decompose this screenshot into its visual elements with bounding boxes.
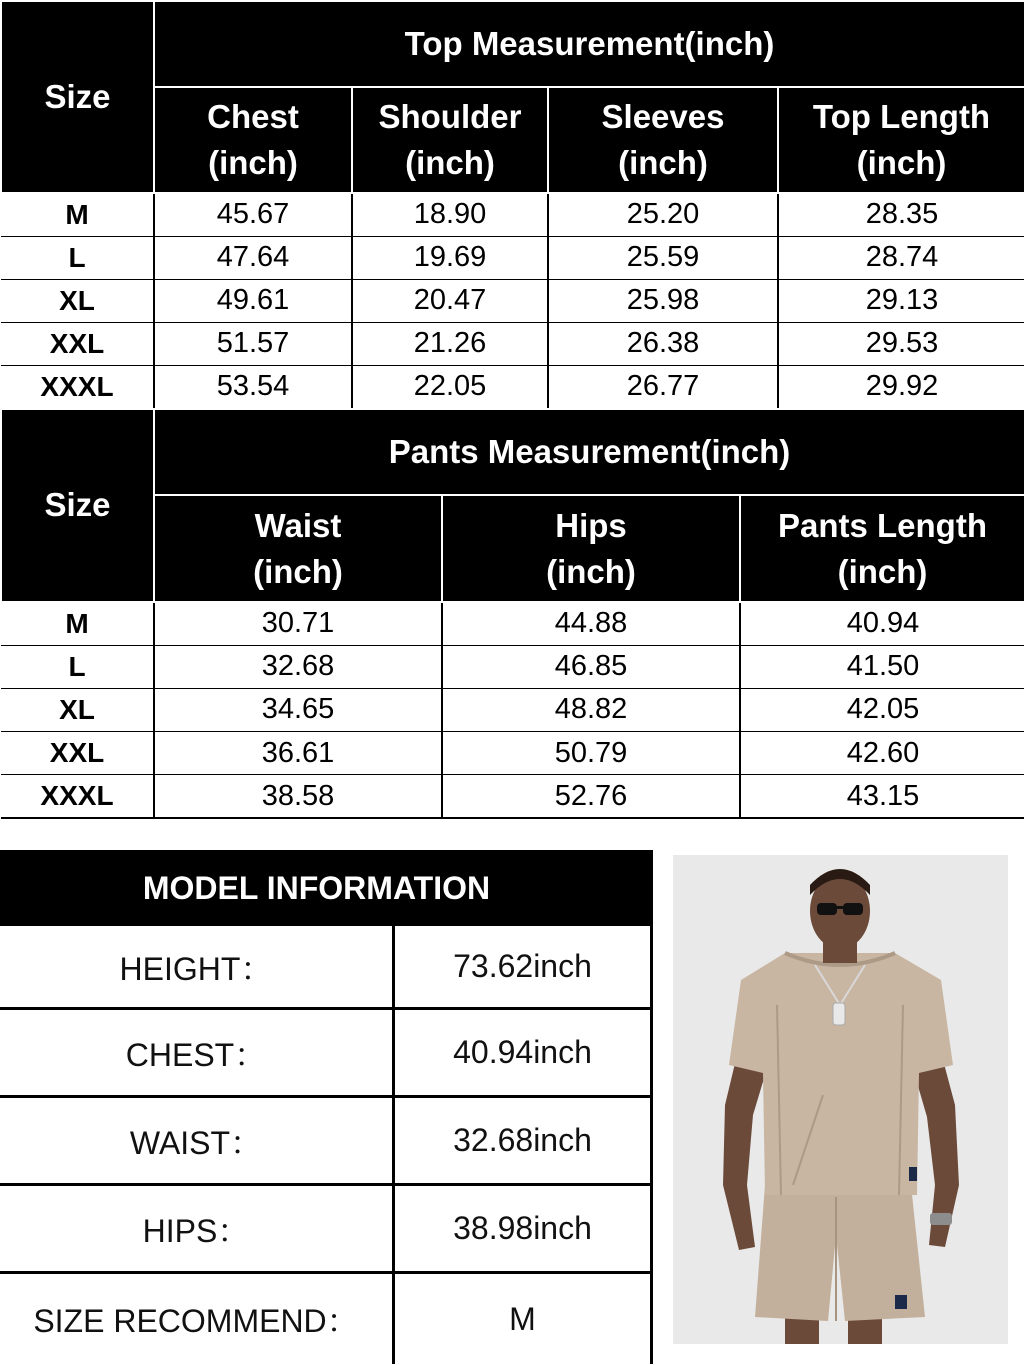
table-cell: 21.26 [352,322,548,365]
column-header-line2: (inch) [837,552,928,590]
column-header-line2: (inch) [546,552,636,590]
size-cell: L [1,236,154,279]
table-cell: 19.69 [352,236,548,279]
model-info-value: M [395,1274,653,1364]
model-info-row [0,926,653,1010]
model-info-row [0,1098,653,1186]
table-cell: 26.77 [548,365,778,408]
table-cell: 25.59 [548,236,778,279]
table-cell: 42.05 [740,688,1024,731]
size-cell: XL [1,688,154,731]
model-info-label: CHEST： [0,1010,395,1095]
top-measurement-table [0,0,1024,409]
column-header-line1: Chest [207,98,299,135]
model-illustration [673,855,1008,1344]
size-cell: XXXL [1,775,154,818]
table-row [1,688,1024,731]
model-info-value: 32.68inch [395,1098,653,1183]
size-header: Size [1,1,154,193]
model-info-value: 40.94inch [395,1010,653,1095]
table-cell: 42.60 [740,732,1024,775]
table-cell: 53.54 [154,365,352,408]
column-header-line2: (inch) [405,144,495,181]
table-cell: 52.76 [442,775,740,818]
table-cell: 30.71 [154,602,442,645]
table-cell: 45.67 [154,193,352,236]
top-measurement-title: Top Measurement(inch) [154,1,1024,87]
table-cell: 38.58 [154,775,442,818]
column-header-line2: (inch) [618,144,708,181]
table-row [1,279,1024,322]
column-header-waist [154,495,442,602]
column-header-line2: (inch) [856,144,947,181]
model-info-label: SIZE RECOMMEND： [0,1274,395,1364]
column-header-line1: Top Length [812,98,991,135]
column-header-line1: Shoulder [378,98,522,135]
table-cell: 40.94 [740,602,1024,645]
model-information-title: MODEL INFORMATION [0,850,653,926]
model-info-label: HIPS： [0,1186,395,1271]
table-cell: 32.68 [154,645,442,688]
model-photo [673,855,1008,1344]
table-cell: 29.53 [778,322,1024,365]
table-cell: 49.61 [154,279,352,322]
model-info-label: HEIGHT： [0,926,395,1007]
size-cell: XXL [1,732,154,775]
size-header: Size [1,409,154,602]
model-info-row [0,1010,653,1098]
model-info-value: 38.98inch [395,1186,653,1271]
model-info-value: 73.62inch [395,926,653,1007]
model-info-row [0,1186,653,1274]
pants-measurement-table [0,408,1024,819]
table-cell: 22.05 [352,365,548,408]
size-cell: XXL [1,322,154,365]
column-header-top-length [778,87,1024,193]
table-cell: 47.64 [154,236,352,279]
table-cell: 44.88 [442,602,740,645]
table-cell: 26.38 [548,322,778,365]
table-cell: 43.15 [740,775,1024,818]
table-cell: 25.20 [548,193,778,236]
table-cell: 51.57 [154,322,352,365]
table-row [1,365,1024,408]
table-cell: 28.74 [778,236,1024,279]
table-cell: 20.47 [352,279,548,322]
column-header-sleeves [548,87,778,193]
table-cell: 29.13 [778,279,1024,322]
table-cell: 18.90 [352,193,548,236]
column-header-pants-length [740,495,1024,602]
column-header-line1: Hips [555,506,627,544]
size-cell: XL [1,279,154,322]
table-row [1,193,1024,236]
column-header-chest [154,87,352,193]
table-row [1,602,1024,645]
column-header-hips [442,495,740,602]
size-cell: M [1,602,154,645]
table-cell: 41.50 [740,645,1024,688]
model-info-label: WAIST： [0,1098,395,1183]
table-cell: 34.65 [154,688,442,731]
table-cell: 36.61 [154,732,442,775]
model-info-row [0,1274,653,1364]
size-cell: L [1,645,154,688]
column-header-shoulder [352,87,548,193]
table-row [1,322,1024,365]
column-header-line2: (inch) [253,552,343,590]
table-row [1,236,1024,279]
size-cell: XXXL [1,365,154,408]
table-row [1,732,1024,775]
table-cell: 25.98 [548,279,778,322]
column-header-line1: Waist [254,506,342,544]
table-cell: 46.85 [442,645,740,688]
table-cell: 50.79 [442,732,740,775]
table-row [1,775,1024,818]
table-cell: 48.82 [442,688,740,731]
column-header-line1: Sleeves [601,98,725,135]
table-cell: 29.92 [778,365,1024,408]
table-row [1,645,1024,688]
column-header-line2: (inch) [208,144,298,181]
pants-measurement-title: Pants Measurement(inch) [154,409,1024,495]
column-header-line1: Pants Length [777,506,987,544]
size-cell: M [1,193,154,236]
table-cell: 28.35 [778,193,1024,236]
model-information-panel [0,850,653,1365]
